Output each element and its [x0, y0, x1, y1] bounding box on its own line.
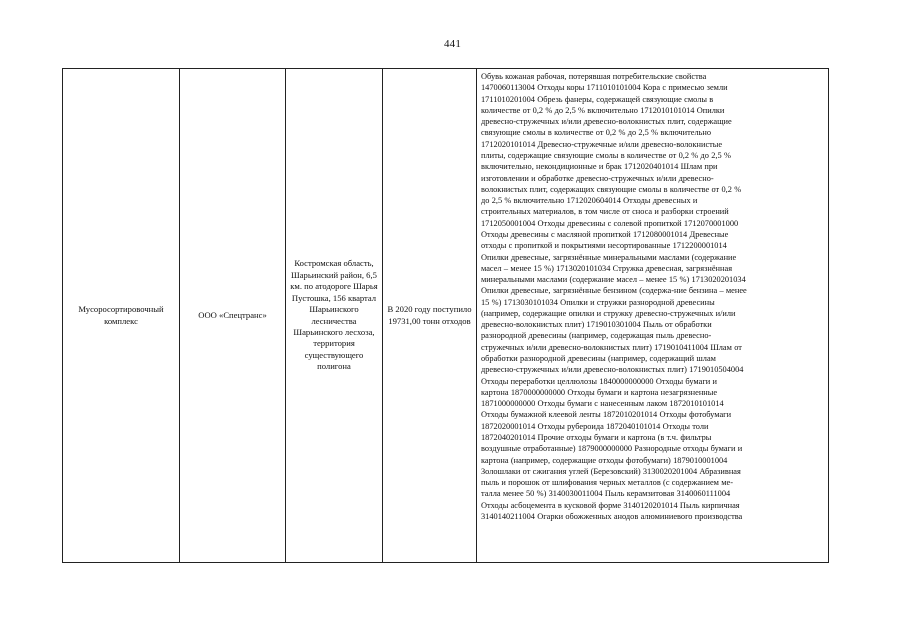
waste-code-line: 3140140211004 Огарки обожженных анодов алюминиевого производства — [481, 511, 743, 521]
waste-objects-table — [62, 68, 829, 563]
waste-code-line: обработки разнородной древесины (например, содержащий шлам — [481, 354, 716, 364]
location-cell: Костромская область, Шарьинский район, 6,5 км. по атодороге Шарья Пустошка, 156 квартал Шарьинского лесничества Шарьинского лесхоза, территория существующего полигона — [286, 69, 383, 563]
waste-code-line: стружечных и/или древесно-волокнистых плит) 1719010411004 Шлам от — [481, 342, 742, 352]
waste-code-line: Отходы переработки целлюлозы 1840000000000 Отходы бумаги и — [481, 376, 717, 386]
waste-code-line: количестве от 0,2 % до 2,5 % включительно 1712010101014 Опилки — [481, 105, 725, 115]
operator-cell: ООО «Спецтранс» — [180, 69, 286, 563]
waste-code-line: до 2,5 % включительно 1712020604014 Отходы древесных и — [481, 196, 698, 206]
waste-code-line: Опилки древесные, загрязнённые бензином (содержа-ние бензина – менее — [481, 286, 747, 296]
waste-code-line: плиты, содержащие связующие смолы в количестве от 0,2 % до 2,5 % — [481, 150, 731, 160]
waste-code-line: масел – менее 15 %) 1713020101034 Стружка древесная, загрязнённая — [481, 263, 733, 273]
waste-code-line: разнородной древесины (например, содержащая пыль древесно- — [481, 331, 712, 341]
waste-code-line: 1470060113004 Отходы коры 1711010101004 Кора с примесью земли — [481, 83, 728, 93]
waste-code-line: изготовлении и обработке древесно-стружечных и/или древесно- — [481, 173, 714, 183]
waste-code-line: древесно-волокнистых плит) 1719010301004 Пыль от обработки — [481, 320, 712, 330]
object-name-cell: Мусоросортировочный комплекс — [63, 69, 180, 563]
waste-code-line: (например, содержащие опилки и стружку древесно-стружечных и/или — [481, 308, 736, 318]
waste-code-line: 1872020001014 Отходы рубероида 1872040101014 Отходы толи — [481, 421, 709, 431]
waste-code-line: 1871000000000 Отходы бумаги с нанесенным лаком 1872010101014 — [481, 399, 724, 409]
waste-code-line: Отходы асбоцемента в кусковой форме 3140120201014 Пыль кирпичная — [481, 500, 740, 510]
waste-code-line: Отходы древесины с масляной пропиткой 1712080001014 Древесные — [481, 229, 729, 239]
waste-code-line: минеральными маслами (содержание масел – менее 15 %) 1713020201034 — [481, 275, 746, 285]
waste-code-line: Золошлаки от сжигания углей (Березовский) 3130020201004 Абразивная — [481, 466, 741, 476]
waste-code-line: воздушные отработанные) 1879000000000 Разнородные отходы бумаги и — [481, 444, 743, 454]
waste-code-line: картона 1870000000000 Отходы бумаги и картона незагрязненные — [481, 387, 718, 397]
waste-code-line: древесно-стружечных и/или древесно-волокнистых плит) 1719010504004 — [481, 365, 744, 375]
waste-code-line: талла менее 50 %) 3140030011004 Пыль керамзитовая 3140060111004 — [481, 489, 731, 499]
waste-codes-list — [481, 71, 824, 522]
waste-code-line: включительно, некондиционные и брак 1712020401014 Шлам при — [481, 162, 718, 172]
waste-code-line: 15 %) 1713030101034 Опилки и стружки разнородной древесины — [481, 297, 715, 307]
waste-codes-cell — [477, 69, 829, 563]
waste-code-line: Обувь кожаная рабочая, потерявшая потребительские свойства — [481, 72, 707, 81]
volume-cell: В 2020 году поступило 19731,00 тонн отходов — [383, 69, 477, 563]
waste-code-line: пыль и порошок от шлифования черных металлов (с содержанием ме- — [481, 478, 733, 488]
waste-code-line: 1711010201004 Обрезь фанеры, содержащей связующие смолы в — [481, 94, 714, 104]
waste-code-line: картона (например, содержащие отходы фотобумаги) 1879010001004 — [481, 455, 728, 465]
table-row — [63, 69, 829, 563]
waste-code-line: отходы с пропиткой и покрытиями несортированные 1712200001014 — [481, 241, 727, 251]
page-number: 441 — [443, 38, 462, 50]
waste-code-line: древесно-стружечных и/или древесно-волокнистых плит, содержащие — [481, 117, 732, 127]
waste-code-line: строительных материалов, в том числе от сноса и разборки строений — [481, 207, 729, 217]
waste-code-line: 1712050001004 Отходы древесины с солевой пропиткой 1712070001000 — [481, 218, 739, 228]
waste-code-line: Опилки древесные, загрязнённые минеральными маслами (содержание — [481, 252, 737, 262]
waste-code-line: 1712020101014 Древесно-стружечные и/или древесно-волокнистые — [481, 139, 723, 149]
waste-code-line: связующие смолы в количестве от 0,2 % до 2,5 % включительно — [481, 128, 712, 138]
waste-code-line: 1872040201014 Прочие отходы бумаги и картона (в т.ч. фильтры — [481, 433, 712, 442]
waste-code-line: волокнистых плит, содержащих связующие смолы в количестве от 0,2 % — [481, 184, 742, 194]
waste-code-line: Отходы бумажной клеевой ленты 1872010201014 Отходы фотобумаги — [481, 410, 732, 420]
